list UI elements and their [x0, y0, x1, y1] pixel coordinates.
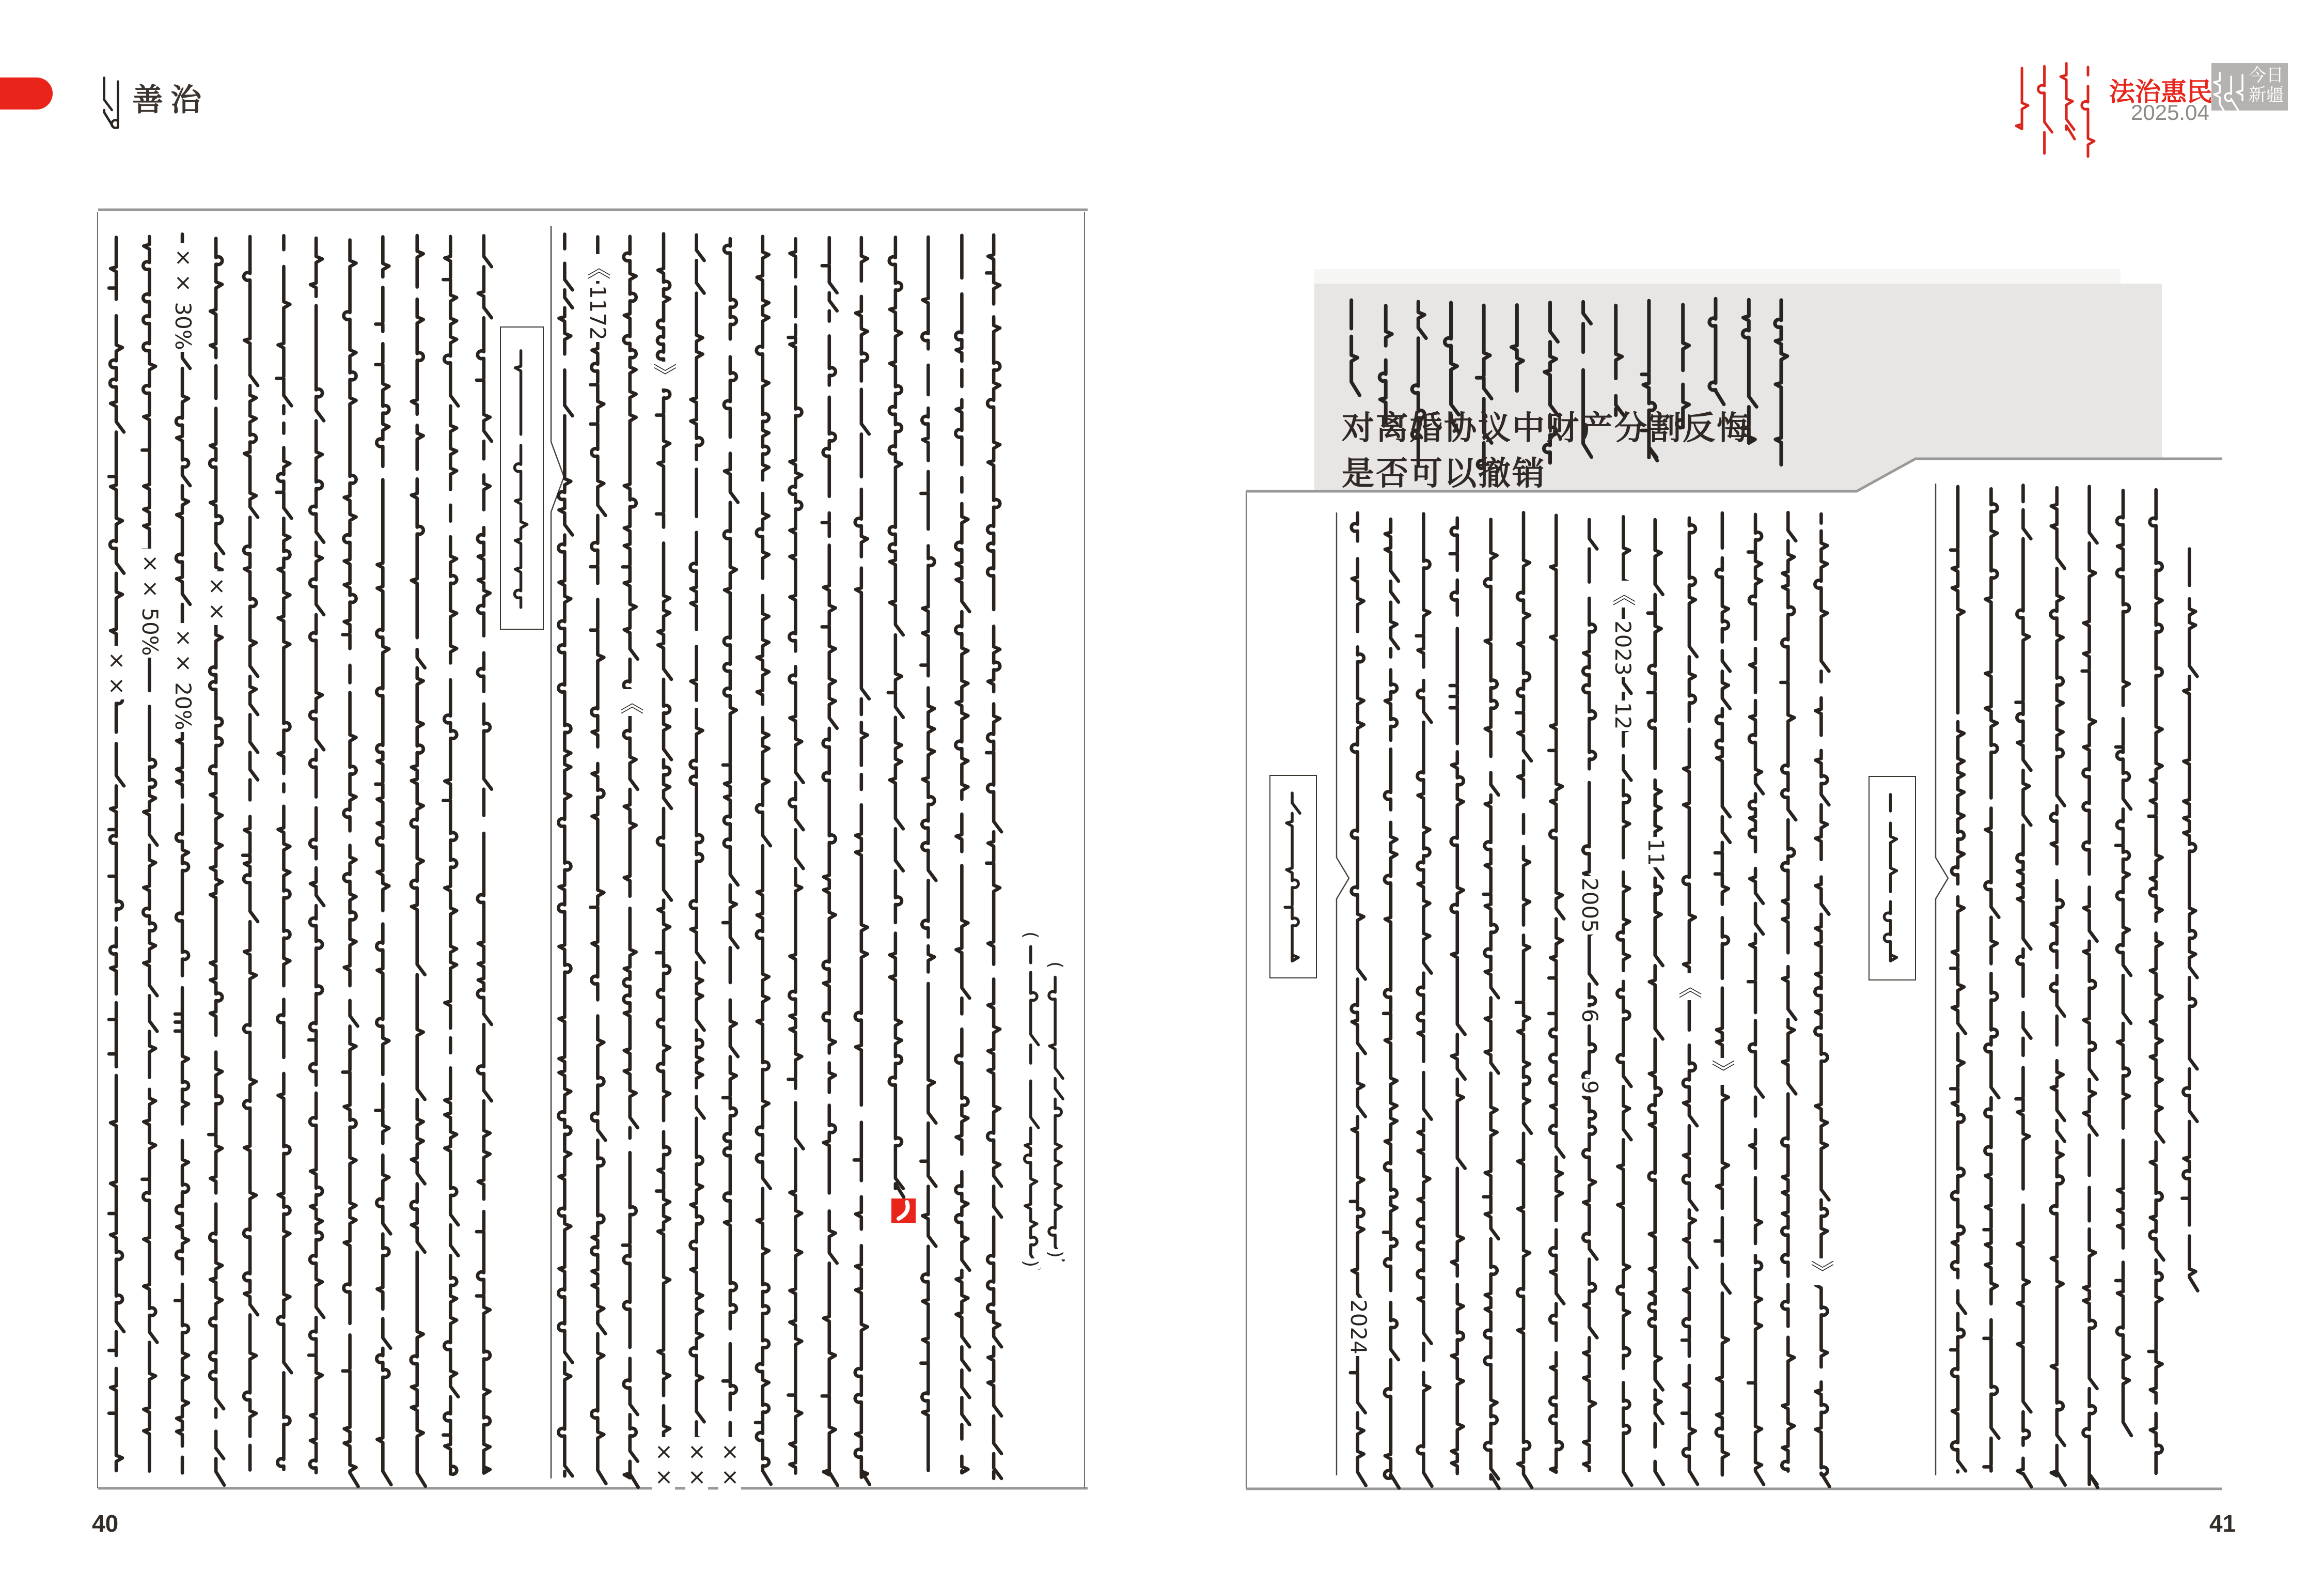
inline-token: 《: [618, 689, 643, 716]
script-column: [2051, 488, 2065, 1485]
inline-token: ××: [652, 1437, 675, 1491]
script-column: [1648, 520, 1663, 1485]
script-column: [1549, 516, 1564, 1472]
inline-token: ×× 20%: [171, 623, 194, 732]
p41-body-section2: [1951, 485, 2197, 1487]
script-column: [1025, 946, 1039, 1268]
script-column: [2237, 75, 2242, 100]
script-column: [822, 238, 838, 1485]
script-column: [2116, 490, 2131, 1436]
script-column: [1815, 514, 1829, 1487]
inline-token: 9: [1578, 1079, 1601, 1096]
script-column: [1884, 795, 1896, 961]
script-column: [1049, 977, 1063, 1260]
inline-token: ): [1020, 1258, 1040, 1269]
header-section-title: 善治: [132, 83, 209, 117]
script-column: [888, 237, 904, 1197]
inline-token: ××: [105, 646, 128, 699]
script-column: [1682, 518, 1698, 1484]
article-title-chinese-line1: 对离婚协议中财产分割反悔: [1342, 410, 1751, 446]
inline-token: ××: [205, 571, 228, 625]
script-column: [558, 234, 572, 1476]
script-column: [1583, 520, 1597, 1471]
script-column: [343, 240, 358, 1487]
script-column: [1781, 512, 1796, 1471]
script-column: [1484, 519, 1499, 1488]
script-column: [443, 237, 458, 1474]
article-end-mark: [891, 1198, 916, 1223]
script-column: [2082, 67, 2094, 157]
script-column: [1516, 512, 1532, 1487]
script-column: [2149, 490, 2164, 1473]
script-column: [2225, 76, 2239, 112]
p41-label1-text: [1285, 793, 1300, 961]
inline-token: (: [1020, 930, 1040, 940]
inline-token: 》: [1709, 1058, 1734, 1085]
inline-token: 2023: [1611, 619, 1634, 677]
inline-token: 》: [651, 362, 676, 388]
script-column: [309, 238, 324, 1473]
page-number-right: 41: [2209, 1510, 2236, 1537]
script-column: [2182, 549, 2197, 1291]
header-brand-title: 法治惠民: [2109, 77, 2212, 106]
inline-token: ×× 50%: [138, 549, 161, 658]
p41-section2-brace: [1936, 484, 1948, 1475]
script-column: [375, 237, 391, 1485]
script-column: [1384, 519, 1399, 1488]
script-column: [1984, 489, 1999, 1471]
script-column: [209, 238, 224, 1485]
script-column: [690, 235, 704, 1469]
script-column: [854, 238, 870, 1485]
script-column: [175, 234, 190, 1473]
inline-token: (: [1045, 960, 1065, 970]
inline-token: ): [1045, 1249, 1065, 1259]
script-column: [921, 237, 936, 1471]
header-left-mongolian: [104, 78, 118, 128]
script-column: [411, 236, 426, 1486]
script-column: [2016, 485, 2031, 1487]
script-column: [1285, 793, 1300, 961]
header-right-mongolian: [2016, 64, 2094, 157]
script-column: [2061, 64, 2075, 139]
p40-body-left: [109, 234, 492, 1486]
script-column: [515, 351, 527, 608]
p40-label-text: [515, 351, 527, 608]
script-column: [109, 237, 124, 1470]
inline-token: ××: [718, 1437, 741, 1491]
inline-token: 1172: [586, 284, 609, 342]
inline-token: 12: [1611, 700, 1634, 731]
header-issue-date: 2025.04: [2131, 100, 2209, 124]
p40-attribution: [1025, 946, 1063, 1268]
script-column: [986, 235, 1001, 1478]
script-column: [243, 237, 258, 1470]
script-column: [2016, 68, 2028, 129]
badge-mongolian: [2214, 73, 2242, 117]
script-column: [723, 239, 739, 1482]
p41-body-section1: [1351, 512, 1830, 1488]
script-column: [955, 236, 969, 1473]
inline-token: ××: [685, 1437, 708, 1491]
inline-token: 《: [585, 254, 610, 281]
script-column: [590, 237, 606, 1484]
script-column: [788, 239, 803, 1473]
script-column: [276, 236, 291, 1470]
inline-token: 11: [1644, 837, 1667, 867]
script-column: [623, 237, 638, 1487]
inline-token: 《: [1610, 581, 1635, 608]
article-title-chinese-line2: 是否可以撤销: [1342, 456, 1546, 492]
title-box-light-strip: [1314, 269, 2121, 284]
magazine-logo-text-line2: 新疆: [2249, 86, 2284, 105]
script-column: [2038, 66, 2052, 153]
p41-label2-text: [1884, 795, 1896, 961]
script-column: [1450, 518, 1465, 1474]
script-column: [2082, 487, 2098, 1488]
script-column: [104, 78, 113, 126]
script-column: [656, 234, 671, 1471]
end-mark-glyph: [891, 1198, 916, 1223]
script-column: [112, 82, 118, 128]
script-column: [1715, 513, 1730, 1475]
script-column: [1951, 487, 1966, 1472]
inline-token: 2024: [1347, 1298, 1370, 1356]
inline-token: 《: [1676, 973, 1701, 1000]
inline-token: 6: [1578, 1007, 1601, 1024]
script-column: [142, 237, 157, 1471]
inline-token: 2005: [1578, 876, 1601, 935]
inline-token: ×× 30%: [171, 243, 194, 352]
script-column: [1417, 514, 1432, 1486]
script-column: [756, 237, 771, 1484]
magazine-logo-text-line1: 今日: [2249, 66, 2284, 85]
script-column: [1748, 515, 1764, 1485]
inline-token: 》: [1809, 1258, 1833, 1285]
page-number-left: 40: [92, 1510, 119, 1537]
p40-body-right: [558, 234, 1001, 1487]
script-column: [477, 236, 492, 1473]
